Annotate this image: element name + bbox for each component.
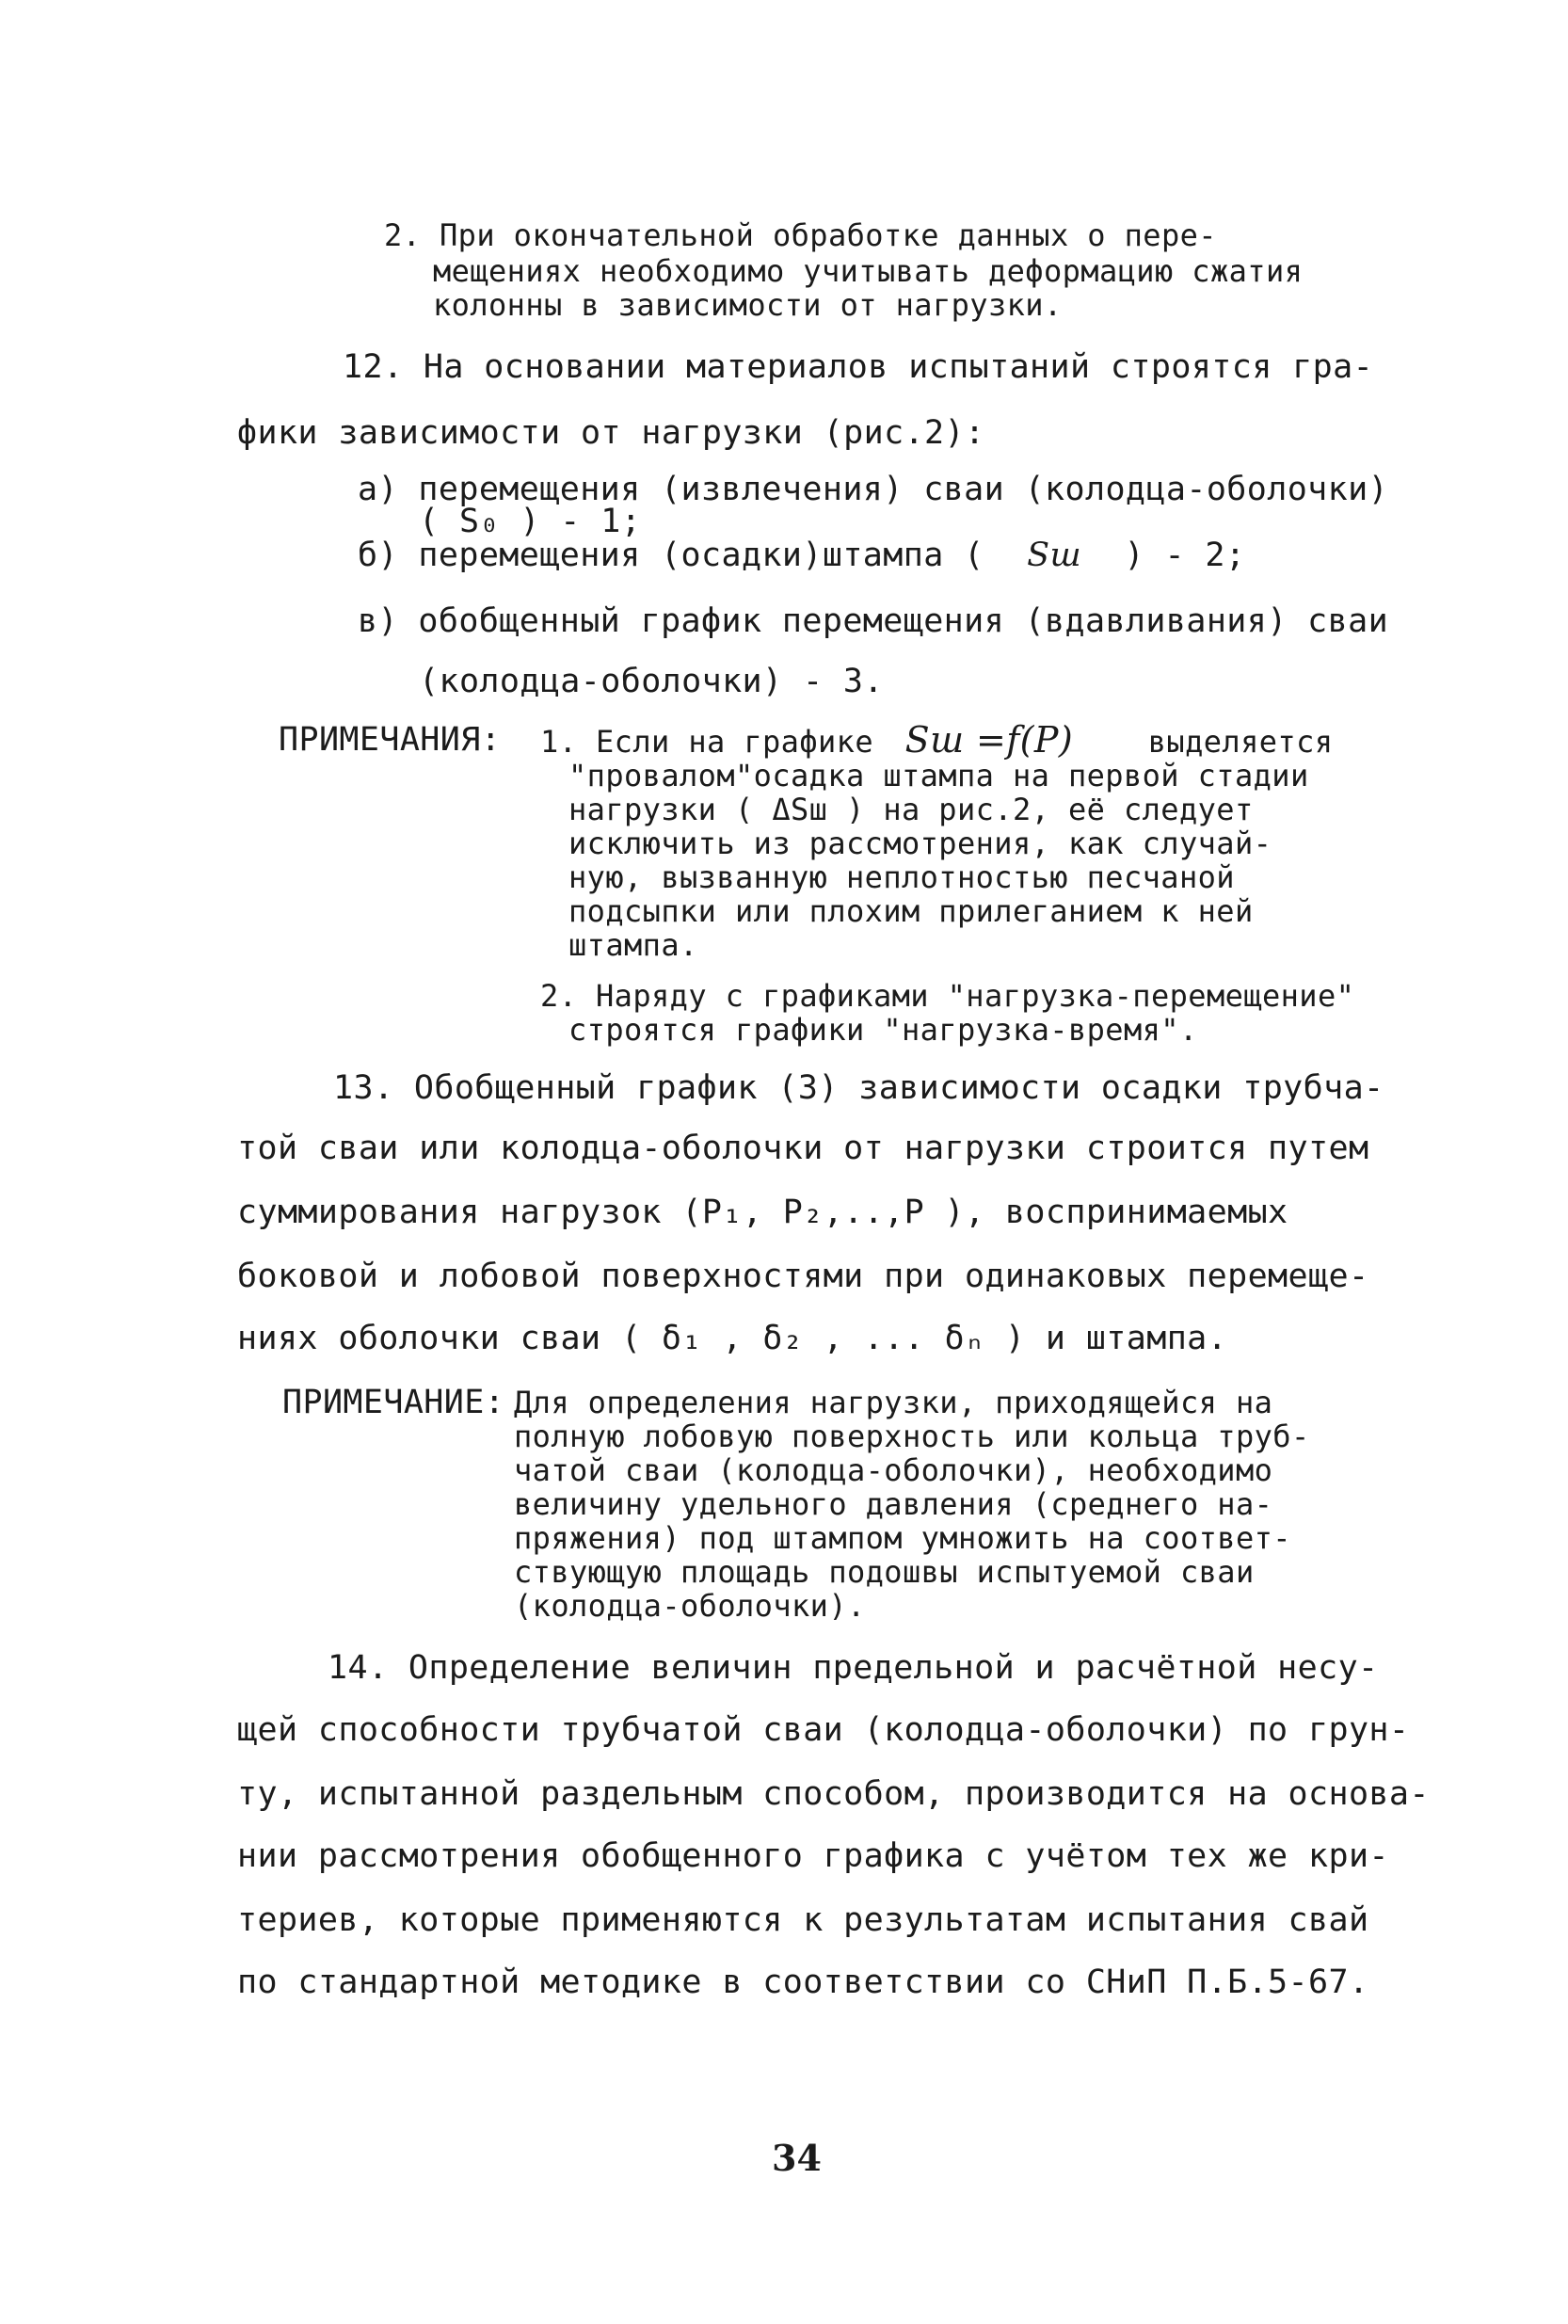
item-v-line-2: (колодца-оболочки) - 3. xyxy=(419,663,884,700)
note-1-text-end: выделяется xyxy=(1147,724,1334,760)
para-12-line-2: фики зависимости от нагрузки (рис.2): xyxy=(237,414,985,452)
note-3-line-2: полную лобовую поверхность или кольца труб- xyxy=(514,1418,1310,1454)
note-1-line-6: подсыпки или плохим прилеганием к ней xyxy=(568,893,1254,929)
para-13-line-2: той сваи или колодца-оболочки от нагрузки строится путем xyxy=(237,1130,1369,1167)
para-13-line-1: 13. Обобщенный график (3) зависимости осадки трубча- xyxy=(333,1069,1384,1107)
para-14-line-4: нии рассмотрения обобщенного графика с учётом тех же кри- xyxy=(237,1837,1389,1875)
item-b-suffix: ) - 2; xyxy=(1124,537,1246,574)
note-1-line-2: "провалом"осадка штампа на первой стадии xyxy=(568,758,1309,793)
page-number: 34 xyxy=(772,2137,822,2179)
item-a-line-2: ( S₀ ) - 1; xyxy=(419,503,642,540)
note-2-line-2: мещениях необходимо учитывать деформацию сжатия xyxy=(433,253,1304,289)
note-1-line-7: штампа. xyxy=(568,927,698,963)
note-3-line-1: Для определения нагрузки, приходящейся на xyxy=(514,1385,1273,1420)
note-2-line-3: колонны в зависимости от нагрузки. xyxy=(433,287,1063,323)
para-13-line-5: ниях оболочки сваи ( δ₁ , δ₂ , ... δₙ ) и штампа. xyxy=(237,1320,1228,1357)
notes-label: ПРИМЕЧАНИЯ: xyxy=(279,721,502,759)
note-1-line-3: нагрузки ( ΔSш ) на рис.2, её следует xyxy=(568,792,1254,827)
note-1-line-5: ную, вызванную неплотностью песчаной xyxy=(568,859,1235,895)
note-3-line-5: пряжения) под штампом умножить на соответ- xyxy=(514,1520,1291,1556)
formula-sw-fp: Sш =f(P) xyxy=(904,719,1074,761)
para-14-line-2: щей способности трубчатой сваи (колодца-оболочки) по грун- xyxy=(237,1711,1410,1749)
item-b-line xyxy=(358,537,1245,574)
para-14-line-5: териев, которые применяются к результатам испытания свай xyxy=(237,1901,1369,1939)
item-a-line-1: а) перемещения (извлечения) сваи (колодца-оболочки) xyxy=(358,471,1389,508)
para-14-line-1: 14. Определение величин предельной и расчётной несу- xyxy=(328,1649,1379,1687)
para-13-line-4: боковой и лобовой поверхностями при одинаковых перемеще- xyxy=(237,1258,1369,1295)
note-3-line-3: чатой сваи (колодца-оболочки), необходимо xyxy=(514,1452,1273,1488)
note-label: ПРИМЕЧАНИЕ: xyxy=(282,1384,505,1421)
note-1-line-4: исключить из рассмотрения, как случай- xyxy=(568,825,1272,861)
para-12-line-1: 12. На основании материалов испытаний строятся гра- xyxy=(343,348,1374,386)
note-2b-line-1: 2. Наряду с графиками "нагрузка-перемещение" xyxy=(540,978,1355,1014)
item-b-text: б) перемещения (осадки)штампа ( xyxy=(358,537,984,574)
note-3-line-4: величину удельного давления (среднего на- xyxy=(514,1486,1273,1522)
note-3-line-7: (колодца-оболочки). xyxy=(514,1588,866,1624)
para-14-line-6: по стандартной методике в соответствии со СНиП П.Б.5-67. xyxy=(237,1963,1369,2001)
item-v-line-1: в) обобщенный график перемещения (вдавливания) сваи xyxy=(358,602,1389,640)
note-3-line-6: ствующую площадь подошвы испытуемой сваи xyxy=(514,1554,1255,1590)
note-1-line-1 xyxy=(540,719,1334,761)
note-2b-line-2: строятся графики "нагрузка-время". xyxy=(568,1012,1198,1048)
para-13-line-3: суммирования нагрузок (P₁, P₂,..,P ), воспринимаемых xyxy=(237,1194,1288,1231)
settlement-symbol: Sш xyxy=(1027,537,1082,574)
note-1-text: 1. Если на графике xyxy=(540,724,873,760)
para-14-line-3: ту, испытанной раздельным способом, производится на основа- xyxy=(237,1775,1430,1813)
note-2-line-1: 2. При окончательной обработке данных о пере- xyxy=(384,217,1217,253)
